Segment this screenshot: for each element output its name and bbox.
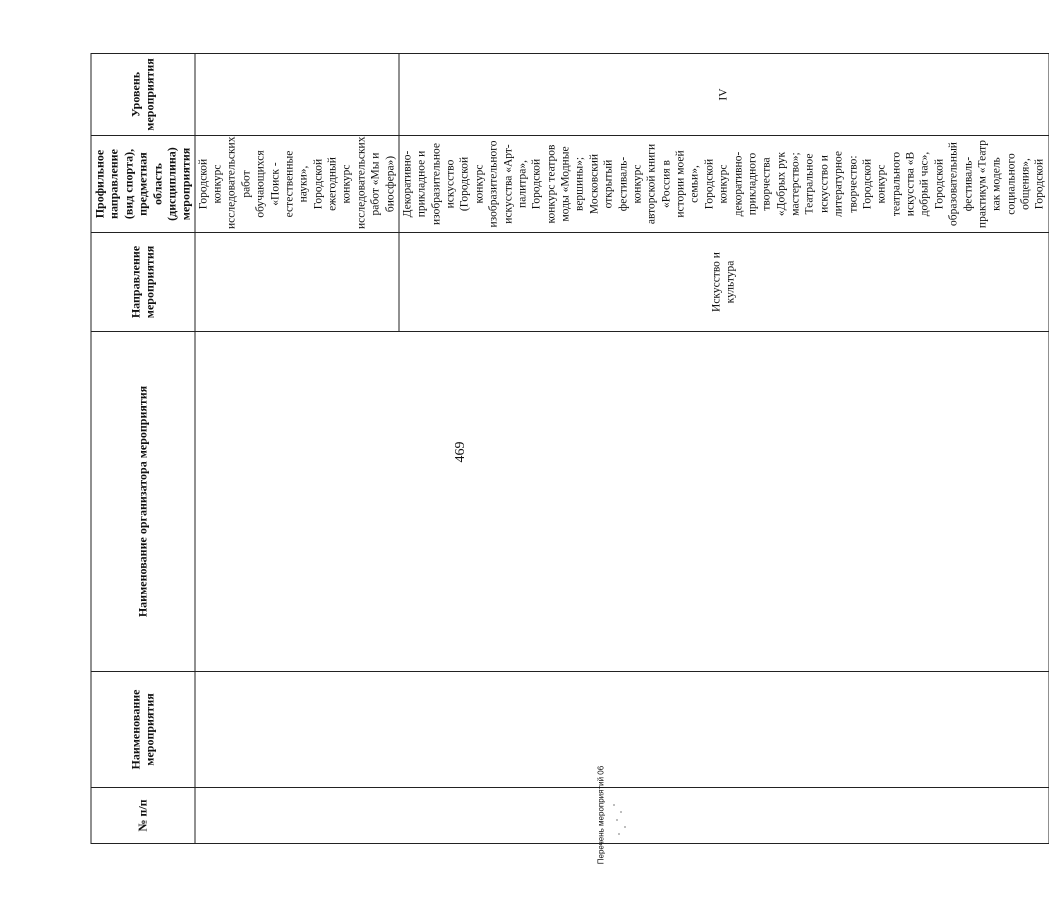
header-direction: Направление мероприятия <box>91 233 195 332</box>
cell-event-name <box>195 672 1049 788</box>
page-number: 469 <box>453 441 468 463</box>
header-organizer: Наименование организатора мероприятия <box>91 332 195 672</box>
cell-level: IV <box>399 54 1049 136</box>
header-event-name: Наименование мероприятия <box>91 672 195 788</box>
table-row <box>195 54 399 844</box>
cell-direction: Искусство и культура <box>399 233 1049 332</box>
cell-organizer <box>195 332 1049 672</box>
header-number: № п/п <box>91 788 195 844</box>
events-table <box>91 53 1049 844</box>
footer-note: Перечень мероприятий 06 <box>596 765 606 865</box>
cell-profile: Городской конкурс исследовательских работ обучающихся «Поиск - естественные науки», Городской ежегодный конкурс исследовательских работ «Мы и биосфера») <box>195 136 399 233</box>
cell-profile: Декоративно-прикладное и изобразительное искусство (Городской конкурс изобразительного искусства «Арт-палитра», Городской конкурс театров моды «Модные вершины»; Московский открытый фестиваль-конкурс авторской книги «Россия в истории моей семьи», Городской конкурс декоративно-прикладного творчества «Добрых рук мастерство»; Театральное искусство и литературное творчество: Городской конкурс театрального искусства «В добрый час», Городской образовательный фестиваль-практикум «Театр как модель социального общения», Городской <box>399 136 1049 233</box>
table-header-row <box>91 54 195 844</box>
cell-direction <box>195 233 399 332</box>
header-profile: Профильное направление (вид спорта), предметная область (дисциплина) мероприятия <box>91 136 195 233</box>
scan-artifact <box>611 800 631 840</box>
header-level: Уровень мероприятия <box>91 54 195 136</box>
cell-level <box>195 54 399 136</box>
